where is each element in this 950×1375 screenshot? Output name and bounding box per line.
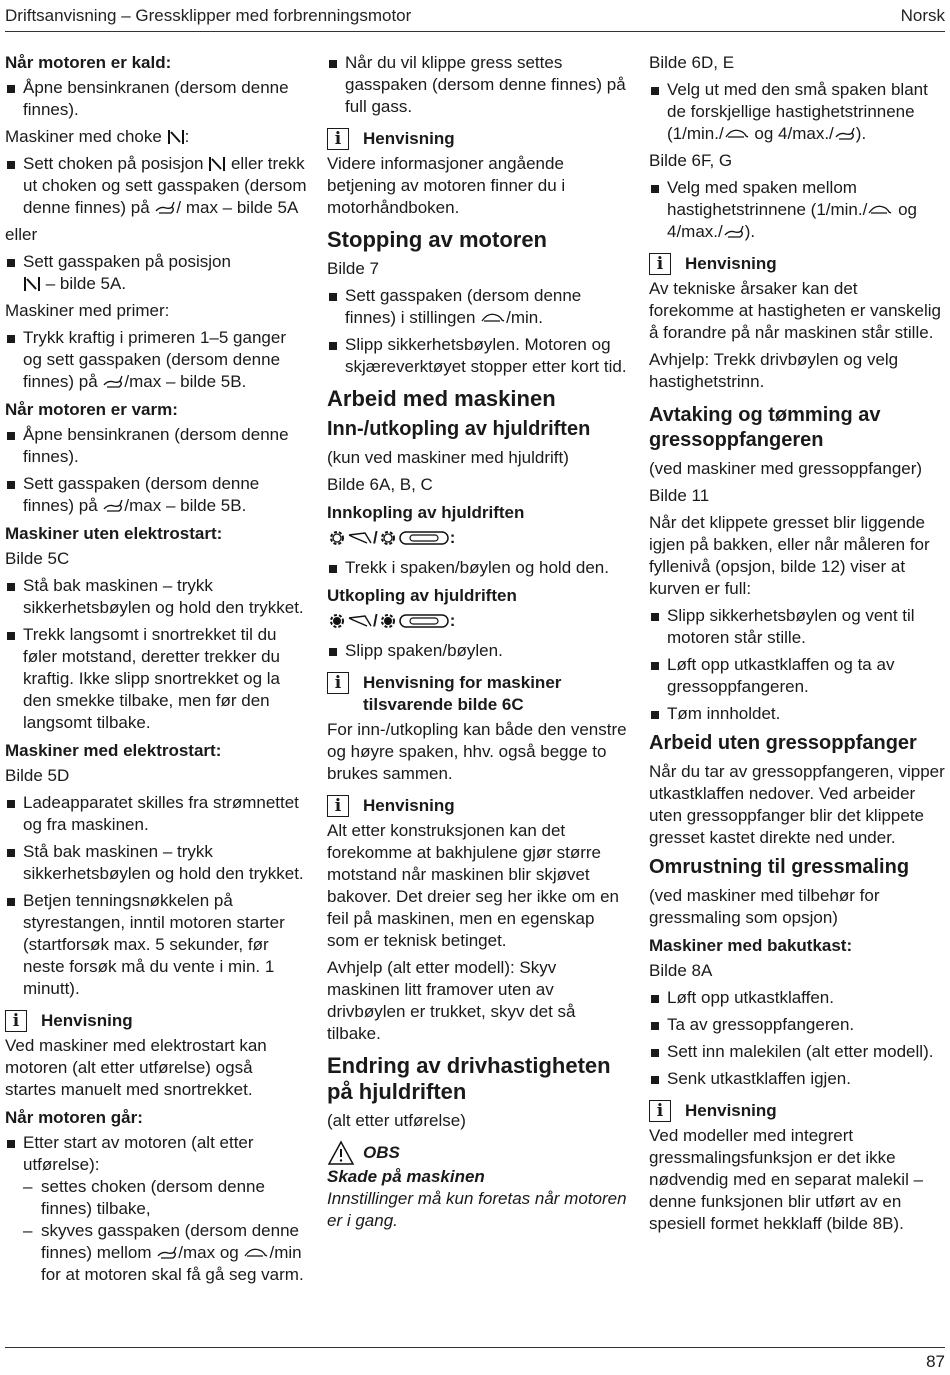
without-text: Når du tar av gressoppfangeren, vipper utkastklaffen nedover. Ved arbeider uten gressoppfanger blir det klippete gresset kastet direkte ned under. xyxy=(649,762,945,847)
column-1 xyxy=(5,44,307,1291)
header-language: Norsk xyxy=(900,5,945,25)
gear-icon xyxy=(327,528,347,548)
note-text: Videre informasjoner angående betjening av motoren finner du i motorhåndboken. xyxy=(327,154,566,217)
heading-drive-off: Utkopling av hjuldriften xyxy=(327,586,517,605)
list-speed-de xyxy=(649,79,947,145)
list-item: Slipp spaken/bøylen. xyxy=(327,640,629,662)
page-footer-rule xyxy=(5,1347,945,1348)
column-2 xyxy=(327,44,629,1232)
note-heading: i Henvisning xyxy=(327,128,629,150)
figure-ref: Bilde 11 xyxy=(649,486,710,505)
stop-gear-icon xyxy=(378,611,398,631)
list-drive-on xyxy=(327,557,629,579)
choke-symbol-icon xyxy=(23,276,41,292)
heading-work: Arbeid med maskinen xyxy=(327,386,556,411)
list-gas xyxy=(5,251,307,295)
list-item: Sett gasspaken (dersom denne finnes) på /max – bilde 5B. xyxy=(5,473,307,517)
mulching-note: (ved maskiner med tilbehør for gressmaling som opsjon) xyxy=(649,886,880,927)
dash-item: – skyves gasspaken (dersom denne finnes) mellom /max og /min for at motoren skal få gå seg varm. xyxy=(23,1220,307,1286)
note-text: Ved modeller med integrert gressmalingsfunksjon er det ikke nødvendig med en separat malekil – denne funksjonen blir utført av en spesiell formet hekklaff (bilde 8B). xyxy=(649,1126,924,1233)
heading-cold: Når motoren er kald: xyxy=(5,53,172,72)
heading-stopping: Stopping av motoren xyxy=(327,227,547,252)
rabbit-fast-icon xyxy=(156,1245,178,1261)
heading-drive: Inn-/utkopling av hjuldriften xyxy=(327,418,591,440)
drive-on-symbols: / : xyxy=(327,527,629,549)
heading-warm: Når motoren er varm: xyxy=(5,400,178,419)
warning-triangle-icon xyxy=(327,1140,355,1166)
rabbit-fast-icon xyxy=(102,374,124,390)
header-title: Driftsanvisning – Gressklipper med forbrenningsmotor xyxy=(5,5,412,25)
handle-bar-icon xyxy=(398,612,450,630)
list-speed-fg xyxy=(649,177,947,243)
heading-no-electrostart: Maskiner uten elektrostart: xyxy=(5,524,223,543)
list-warm xyxy=(5,424,307,517)
list-choke xyxy=(5,153,307,219)
text-eller: eller xyxy=(5,225,38,244)
list-item: Sett gasspaken på posisjon – bilde 5A. xyxy=(5,251,307,295)
emptying-note: (ved maskiner med gressoppfanger) xyxy=(649,459,923,478)
drive-note: (kun ved maskiner med hjuldrift) xyxy=(327,448,569,467)
choke-symbol-icon xyxy=(167,129,185,145)
handle-bar-icon xyxy=(398,529,450,547)
note-heading: i Henvisning for maskiner tilsvarende bilde 6C xyxy=(327,672,629,716)
list-emptying xyxy=(649,605,947,725)
info-icon: i xyxy=(649,1100,671,1122)
figure-ref: Bilde 5C xyxy=(5,549,70,568)
note-heading: i Henvisning xyxy=(5,1010,307,1032)
note-text: Avhjelp (alt etter modell): Skyv maskinen litt framover uten av drivbøylen er trukket, skyv det så tilbake. xyxy=(327,958,576,1043)
rabbit-fast-icon xyxy=(723,224,745,240)
page-number: 87 xyxy=(926,1352,945,1371)
list-item: Stå bak maskinen – trykk sikkerhetsbøylen og hold den trykket. xyxy=(5,841,307,885)
list-item: Velg med spaken mellom hastighetstrinnene (1/min./ og 4/max./ ). xyxy=(649,177,947,243)
list-item: Sett inn malekilen (alt etter modell). xyxy=(649,1041,947,1063)
lever-icon xyxy=(347,529,373,547)
figure-ref: Bilde 7 xyxy=(327,259,379,278)
lever-icon xyxy=(347,612,373,630)
note-heading: i Henvisning xyxy=(649,253,947,275)
list-item: Sett gasspaken (dersom denne finnes) i stillingen /min. xyxy=(327,285,629,329)
info-icon: i xyxy=(649,253,671,275)
list-item: Åpne bensinkranen (dersom denne finnes). xyxy=(5,77,307,121)
list-running xyxy=(5,1132,307,1286)
list-item: Trykk kraftig i primeren 1–5 ganger og sett gasspaken (dersom denne finnes) på /max – bilde 5B. xyxy=(5,327,307,393)
list-item: Slipp sikkerhetsbøylen og vent til motoren står stille. xyxy=(649,605,947,649)
heading-mulching: Omrustning til gressmaling xyxy=(649,856,910,878)
note-text: Av tekniske årsaker kan det forekomme at hastigheten er vanskelig å forandre på når maskinen står stille. xyxy=(649,279,941,342)
column-3 xyxy=(649,44,947,1240)
turtle-slow-icon xyxy=(867,202,893,218)
heading-electrostart: Maskiner med elektrostart: xyxy=(5,741,222,760)
emptying-text: Når det klippete gresset blir liggende igjen på bakken, eller når måleren for fyllenivå (opsjon, bilde 12) viser at kurven er full: xyxy=(649,513,930,598)
primer-intro: Maskiner med primer: xyxy=(5,301,170,320)
turtle-slow-icon xyxy=(480,310,506,326)
list-item: Åpne bensinkranen (dersom denne finnes). xyxy=(5,424,307,468)
rabbit-fast-icon xyxy=(834,126,856,142)
figure-ref: Bilde 6D, E xyxy=(649,53,735,72)
list-item: Velg ut med den små spaken blant de forskjellige hastighetstrinnene (1/min./ og 4/max./ ). xyxy=(649,79,947,145)
turtle-slow-icon xyxy=(724,126,750,142)
dash-item: – settes choken (dersom denne finnes) tilbake, xyxy=(23,1176,307,1220)
note-text: Avhjelp: Trekk drivbøylen og velg hastighetstrinn. xyxy=(649,350,899,391)
list-item: Betjen tenningsnøkkelen på styrestangen, inntil motoren starter (startforsøk max. 5 sekunder, før neste forsøk må du vente i min. 1 minutt). xyxy=(5,890,307,1000)
choke-symbol-icon xyxy=(208,156,226,172)
list-stopping xyxy=(327,285,629,378)
note-text: Ved maskiner med elektrostart kan motoren (alt etter utførelse) også startes manuelt med snortrekket. xyxy=(5,1036,267,1099)
heading-without-catcher: Arbeid uten gressoppfanger xyxy=(649,732,917,754)
figure-ref: Bilde 6A, B, C xyxy=(327,475,433,494)
list-cut xyxy=(327,52,629,118)
drive-off-symbols: / : xyxy=(327,610,629,632)
figure-ref: Bilde 6F, G xyxy=(649,151,733,170)
list-item: Senk utkastklaffen igjen. xyxy=(649,1068,947,1090)
info-icon: i xyxy=(327,795,349,817)
list-item: Trekk i spaken/bøylen og hold den. xyxy=(327,557,629,579)
note-heading: i Henvisning xyxy=(327,795,629,817)
heading-speed: Endring av drivhastigheten på hjuldriften xyxy=(327,1053,611,1104)
list-item: Når du vil klippe gress settes gasspaken (dersom denne finnes) på full gass. xyxy=(327,52,629,118)
heading-rear-discharge: Maskiner med bakutkast: xyxy=(649,936,853,955)
list-item: Sett choken på posisjon eller trekk ut choken og sett gasspaken (dersom denne finnes) på / max – bilde 5A xyxy=(5,153,307,219)
rabbit-fast-icon xyxy=(102,498,124,514)
note-text: Alt etter konstruksjonen kan det forekomme at bakhjulene gjør større motstand når maskinen blir skjøvet bakover. Det dreier seg her ikke om en feil på maskinen, men en egenskap som er teknisk betinget. xyxy=(327,821,619,950)
list-primer xyxy=(5,327,307,393)
info-icon: i xyxy=(5,1010,27,1032)
info-icon: i xyxy=(327,128,349,150)
heading-running: Når motoren går: xyxy=(5,1108,143,1127)
speed-note: (alt etter utførelse) xyxy=(327,1111,466,1130)
note-text: For inn-/utkopling kan både den venstre og høyre spaken, hhv. også begge to brukes sammen. xyxy=(327,720,627,783)
page-header xyxy=(5,0,945,32)
list-item: Løft opp utkastklaffen. xyxy=(649,987,947,1009)
list-rear-discharge xyxy=(649,987,947,1090)
list-item: Ladeapparatet skilles fra strømnettet og fra maskinen. xyxy=(5,792,307,836)
heading-drive-on: Innkopling av hjuldriften xyxy=(327,503,525,522)
list-item: Etter start av motoren (alt etter utførelse): – settes choken (dersom denne finnes) tilbake, – skyves gasspaken (dersom denne finnes) mellom /max og /min for at motoren skal få gå seg varm. xyxy=(5,1132,307,1286)
heading-emptying: Avtaking og tømming av gressoppfangeren xyxy=(649,404,881,451)
note-heading: i Henvisning xyxy=(649,1100,947,1122)
warning-title: Skade på maskinen xyxy=(327,1167,485,1186)
info-icon: i xyxy=(327,672,349,694)
warning-text: Innstillinger må kun foretas når motoren er i gang. xyxy=(327,1189,627,1230)
warning-heading: OBS xyxy=(327,1140,629,1166)
choke-intro: Maskiner med choke : xyxy=(5,127,190,146)
list-item: Tøm innholdet. xyxy=(649,703,947,725)
turtle-slow-icon xyxy=(243,1245,269,1261)
stop-gear-icon xyxy=(327,611,347,631)
list-item: Ta av gressoppfangeren. xyxy=(649,1014,947,1036)
figure-ref: Bilde 5D xyxy=(5,766,70,785)
list-electrostart xyxy=(5,792,307,1000)
list-drive-off xyxy=(327,640,629,662)
rabbit-fast-icon xyxy=(154,200,176,216)
list-item: Stå bak maskinen – trykk sikkerhetsbøylen og hold den trykket. xyxy=(5,575,307,619)
list-item: Trekk langsomt i snortrekket til du føler motstand, deretter trekker du kraftig. Ikke slipp snortrekket og la den smekke tilbake, men før den langsomt tilbake. xyxy=(5,624,307,734)
list-item: Slipp sikkerhetsbøylen. Motoren og skjæreverktøyet stopper etter kort tid. xyxy=(327,334,629,378)
list-item: Løft opp utkastklaffen og ta av gressoppfangeren. xyxy=(649,654,947,698)
list-no-electrostart xyxy=(5,575,307,734)
figure-ref: Bilde 8A xyxy=(649,961,713,980)
list-cold xyxy=(5,77,307,121)
gear-icon xyxy=(378,528,398,548)
